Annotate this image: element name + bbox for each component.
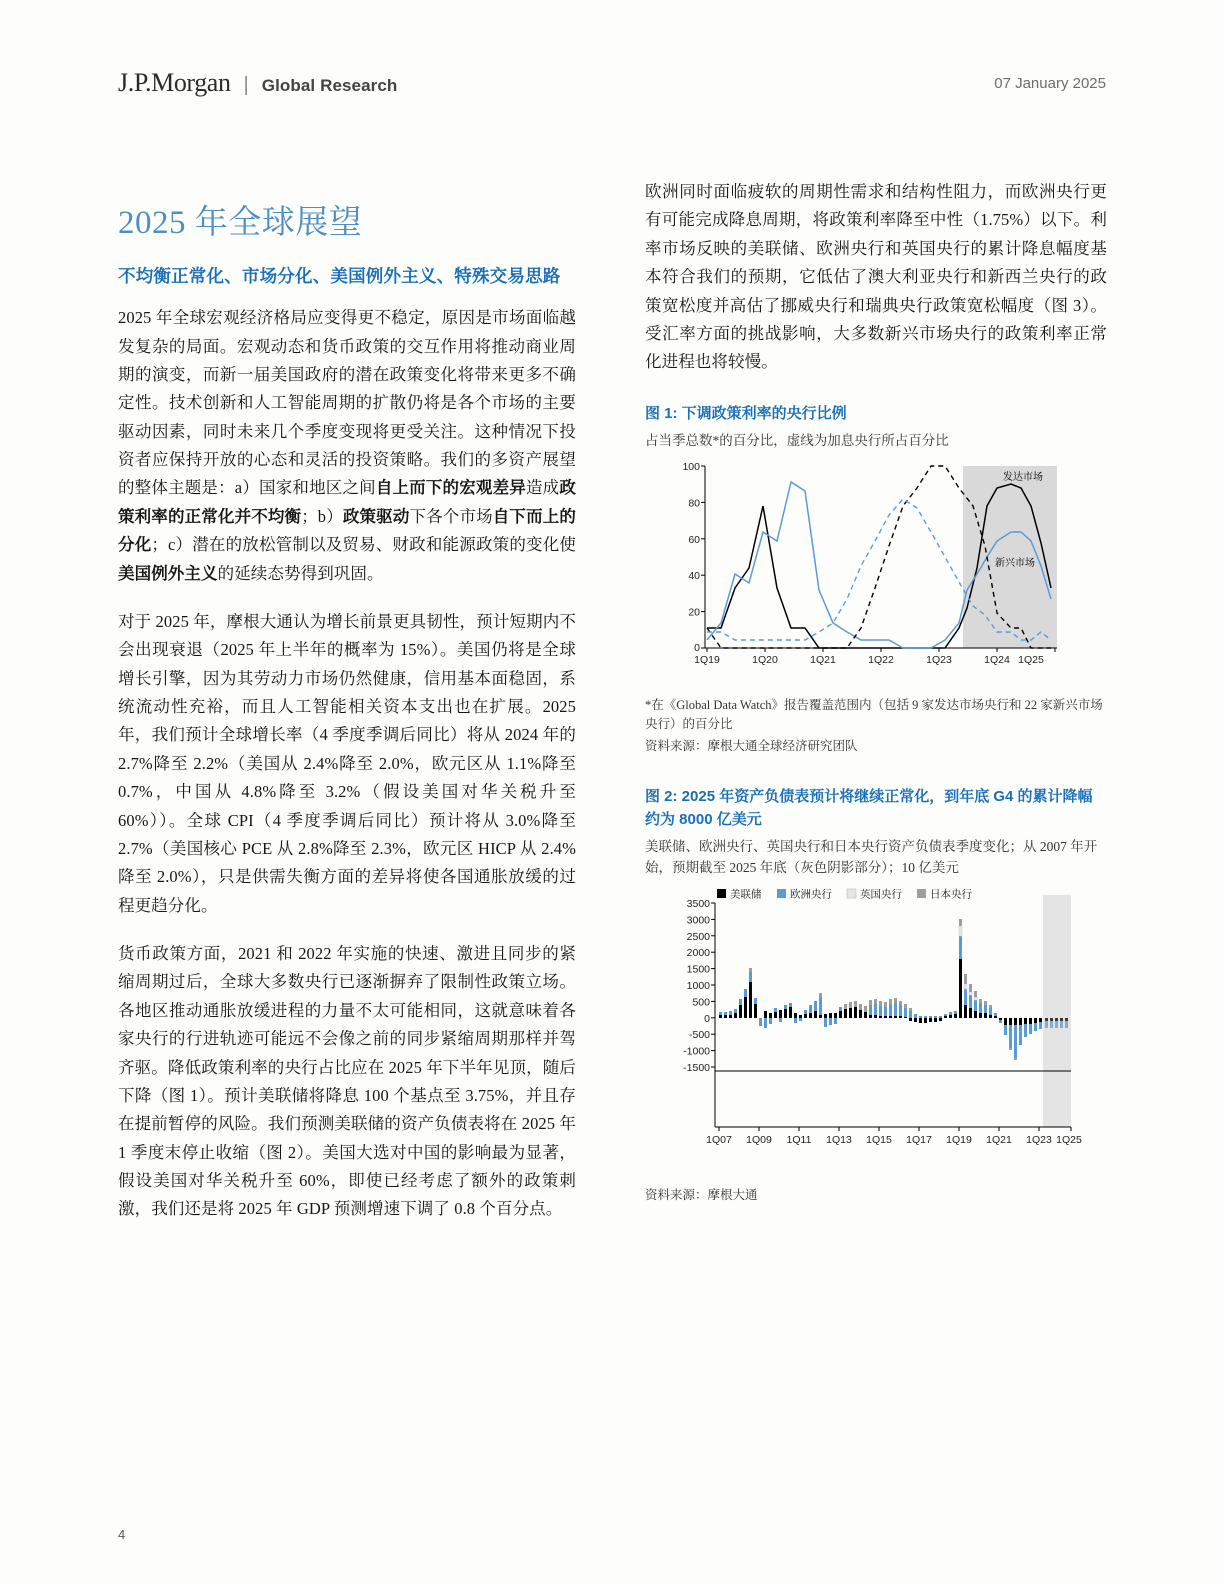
svg-text:欧洲央行: 欧洲央行 — [790, 888, 832, 901]
paragraph-2: 对于 2025 年，摩根大通认为增长前景更具韧性，预计短期内不会出现衰退（2025 年上半年的概率为 15%）。美国仍将是全球增长引擎，因为其劳动力市场仍然健康，信用基本面稳固，系统流动性充裕，而且人工智能相关资本支出也在扩展。2025 年，我们预计全球增长率（4 季度季调后同比）将从 2024 年的 2.7%降至 2.2%（美国从 2.4%降至 2.0%，欧元区从 1.1%降至 0.7%，中国从 4.8%降至 3.2%（假设美国对华关税升至 60%））。全球 CPI（4 季度季调后同比）预计将从 3.0%降至 2.7%（美国核心 PCE 从 2.8%降至 2.3%，欧元区 HICP 从 2.4%降至 2.0%），只是供需失衡方面的差异将使各国通胀放缓的过程更趋分化。 — [118, 611, 576, 915]
svg-text:3000: 3000 — [686, 914, 710, 927]
svg-text:美联储: 美联储 — [730, 888, 762, 901]
figure-1-chart — [645, 458, 1107, 688]
svg-text:40: 40 — [688, 570, 700, 583]
svg-text:20: 20 — [688, 606, 700, 619]
paragraph-1 — [118, 304, 576, 588]
svg-text:-1500: -1500 — [683, 1062, 710, 1075]
page-title: 2025 年全球展望 — [118, 205, 363, 241]
svg-text:1Q09: 1Q09 — [746, 1134, 772, 1147]
svg-text:1000: 1000 — [686, 980, 710, 993]
svg-text:1500: 1500 — [686, 963, 710, 976]
svg-text:1Q17: 1Q17 — [906, 1134, 932, 1147]
svg-text:1Q19: 1Q19 — [694, 654, 720, 667]
paragraph-1-seg-f: ；c）潜在的放松管制以及贸易、财政和能源政策的变化使 — [151, 535, 576, 555]
figure-1-note: *在《Global Data Watch》报告覆盖范围内（包括 9 家发达市场央行和 22 家新兴市场央行）的百分比 — [645, 698, 1103, 732]
figure-2-bars — [719, 919, 1068, 1060]
svg-text:1Q19: 1Q19 — [946, 1134, 972, 1147]
paragraph-1-seg-a: 2025 年全球宏观经济格局应变得更不稳定，原因是市场面临越发复杂的局面。宏观动态和货币政策的交互作用将推动商业周期的演变，而新一届美国政府的潜在政策变化将带来更多不确定性。技术创新和人工智能周期的扩散仍将是各个市场的主要驱动因素，同时未来几个季度变现将更受关注。这种情况下投资者应保持开放的心态和灵活的投资策略。我们的多资产展望的整体主题是：a）国家和地区之间 — [118, 308, 576, 498]
svg-text:2500: 2500 — [686, 930, 710, 943]
svg-text:1Q07: 1Q07 — [706, 1134, 732, 1147]
svg-text:100: 100 — [682, 461, 700, 474]
page-header — [118, 62, 1106, 104]
svg-text:英国央行: 英国央行 — [860, 888, 902, 901]
page-number: 4 — [118, 1527, 126, 1542]
svg-text:1Q20: 1Q20 — [752, 654, 778, 667]
paragraph-1-bold-3: 政策驱动 — [342, 506, 410, 526]
right-column — [645, 178, 1107, 1205]
svg-text:1Q25: 1Q25 — [1018, 654, 1044, 667]
figure-1-svg — [645, 458, 1107, 683]
svg-text:0: 0 — [694, 642, 700, 655]
svg-text:500: 500 — [692, 996, 710, 1009]
figure-2-title: 图 2: 2025 年资产负债表预计将继续正常化，到年底 G4 的累计降幅约为 8000 亿美元 — [645, 788, 1093, 828]
figure-2-chart — [645, 885, 1107, 1180]
paragraph-1-bold-2: 政策利率的正常化并不均衡 — [118, 478, 576, 526]
svg-text:1Q13: 1Q13 — [826, 1134, 852, 1147]
svg-text:1Q21: 1Q21 — [986, 1134, 1012, 1147]
svg-text:1Q21: 1Q21 — [810, 654, 836, 667]
paragraph-1-bold-4: 自下而上的分化 — [118, 506, 576, 555]
figure-2-subtitle: 美联储、欧洲央行、英国央行和日本央行资产负债表季度变化；从 2007 年开始，预期截至 2025 年底（灰色阴影部分）；10 亿美元 — [645, 839, 1098, 876]
svg-text:1Q24: 1Q24 — [984, 654, 1010, 667]
paragraph-1-seg-c: 造成 — [526, 478, 560, 498]
paragraph-1-seg-d: ；b） — [301, 506, 343, 526]
svg-text:2000: 2000 — [686, 947, 710, 960]
figure-1-block — [645, 403, 1107, 757]
svg-text:1Q25: 1Q25 — [1056, 1134, 1082, 1147]
svg-text:日本央行: 日本央行 — [930, 888, 972, 901]
figure-2-svg — [645, 885, 1107, 1175]
svg-text:60: 60 — [688, 533, 700, 546]
svg-text:-1000: -1000 — [683, 1045, 710, 1058]
svg-text:1Q15: 1Q15 — [866, 1134, 892, 1147]
figure-1-subtitle: 占当季总数*的百分比，虚线为加息央行所占百分比 — [645, 433, 949, 449]
jpmorgan-logo: J.P.Morgan — [118, 68, 231, 97]
svg-text:80: 80 — [688, 497, 700, 510]
svg-text:3500: 3500 — [686, 898, 710, 911]
figure-1-annotation-em: 新兴市场 — [995, 558, 1035, 570]
figure-2-block — [645, 786, 1107, 1205]
paragraph-3: 货币政策方面，2021 和 2022 年实施的快速、激进且同步的紧缩周期过后，全球大多数央行已逐渐摒弃了限制性政策立场。各地区推动通胀放缓进程的力量不太可能相同，这就意味着各家央行的行进轨迹可能远不会像之前的同步紧缩周期那样并驾齐驱。降低政策利率的央行占比应在 2025 年下半年见顶，随后下降（图 1）。预计美联储将降息 100 个基点至 3.75%，并且存在提前暂停的风险。我们预测美联储的资产负债表将在 2025 年 1 季度末停止收缩（图 2）。美国大选对中国的影响最为显著，假设美国对华关税升至 60%，即使已经考虑了额外的政策刺激，我们还是将 2025 年 GDP 预测增速下调了 0.8 个百分点。 — [118, 944, 576, 1219]
svg-text:1Q23: 1Q23 — [926, 654, 952, 667]
svg-text:0: 0 — [704, 1012, 710, 1025]
brand-separator: | — [243, 74, 249, 96]
paragraph-1-bold-1: 自上而下的宏观差异 — [375, 478, 526, 498]
svg-text:1Q23: 1Q23 — [1026, 1134, 1052, 1147]
publication-date: 07 January 2025 — [994, 74, 1106, 92]
paragraph-1-seg-e: 下各个市场 — [409, 506, 493, 526]
paragraph-1-seg-g: 的延续态势得到巩固。 — [217, 563, 384, 583]
figure-2-source: 资料来源：摩根大通 — [645, 1188, 758, 1203]
figure-1-source: 资料来源：摩根大通全球经济研究团队 — [645, 738, 858, 753]
figure-1-annotation-dm: 发达市场 — [1003, 472, 1043, 484]
brand — [118, 68, 397, 98]
svg-text:1Q11: 1Q11 — [786, 1134, 812, 1147]
page-subtitle: 不均衡正常化、市场分化、美国例外主义、特殊交易思路 — [118, 266, 561, 286]
right-paragraph-1: 欧洲同时面临疲软的周期性需求和结构性阻力，而欧洲央行更有可能完成降息周期，将政策利率降至中性（1.75%）以下。利率市场反映的美联储、欧洲央行和英国央行的累计降息幅度基本符合我们的预期，它低估了澳大利亚央行和新西兰央行的政策宽松度并高估了挪威央行和瑞典央行政策宽松幅度（图 3）。受汇率方面的挑战影响，大多数新兴市场央行的政策利率正常化进程也将较慢。 — [645, 182, 1107, 372]
brand-subtitle: Global Research — [261, 76, 398, 95]
svg-text:1Q22: 1Q22 — [868, 654, 894, 667]
svg-text:-500: -500 — [688, 1029, 710, 1042]
paragraph-1-bold-5: 美国例外主义 — [118, 563, 218, 583]
figure-1-title: 图 1: 下调政策利率的央行比例 — [645, 404, 847, 422]
left-column — [118, 196, 576, 1224]
